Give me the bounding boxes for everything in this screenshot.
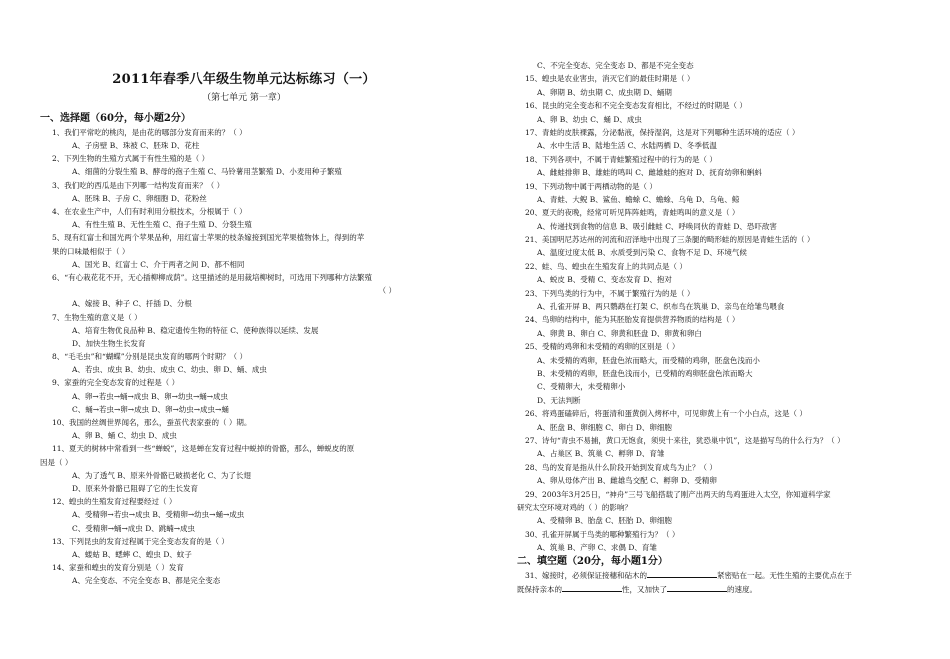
question-text: 18、下列各项中，不属于青蛙繁殖过程中的行为的是（ ） bbox=[525, 154, 717, 164]
question-text: 7、生物生殖的意义是（ ） bbox=[52, 312, 142, 322]
right-question-list bbox=[517, 59, 927, 554]
answer-options: A、蜕皮 B、受精 C、变态发育 D、抱对 bbox=[537, 275, 672, 285]
question-text: 果的口味最相似于（ ） bbox=[52, 246, 130, 256]
question-text: 11、夏天的树林中常看到一些“蝉蜕”，这是蝉在发育过程中蜕掉的骨骼，那么，蝉蜕皮的原 bbox=[52, 444, 355, 454]
answer-options: B、未受精的鸡卵，胚盘色浅而小，已受精的鸡卵胚盘色浓而略大 bbox=[537, 368, 753, 378]
answer-options: A、为了透气 B、原来外骨骼已破损老化 C、为了长翅 bbox=[72, 470, 251, 480]
left-question-list bbox=[40, 126, 448, 588]
answer-options: A、卵 B、蛹 C、幼虫 D、成虫 bbox=[72, 431, 177, 441]
question-text: 15、蝗虫是农业害虫，消灭它们的最佳时期是（ ） bbox=[525, 74, 695, 84]
question-text: 25、受精的鸡卵和未受精的鸡卵的区别是（ ） bbox=[525, 342, 680, 352]
question-text: 10、我国的丝绸世界闻名，那么，蚕茧代表家蚕的（ ）期。 bbox=[52, 418, 252, 428]
answer-options: D、原来外骨骼已阻碍了它的生长发育 bbox=[72, 483, 199, 493]
answer-options: A、胚盘 B、卵细胞 C、卵白 D、卵细胞 bbox=[537, 422, 672, 432]
question-text: 14、家蚕和蝗虫的发育分别是（ ）发育 bbox=[52, 563, 184, 573]
answer-options: A、温度过度太低 B、水质受到污染 C、食物不足 D、环境气候 bbox=[537, 248, 747, 258]
answer-options: A、卵期 B、幼虫期 C、成虫期 D、蛹期 bbox=[537, 87, 672, 97]
answer-options: A、受精卵→若虫→成虫 B、受精卵→幼虫→蛹→成虫 bbox=[72, 510, 245, 520]
q31-text-e: 的速度。 bbox=[727, 584, 757, 594]
question-text: 1、我们平常吃的桃肉，是由花的哪部分发育而来的？（ ） bbox=[52, 127, 247, 137]
answer-options: A、培育生物优良品种 B、稳定遗传生物的特征 C、使种族得以延续、发展 bbox=[72, 325, 319, 335]
question-text: 19、下列动物中属于两栖动物的是（ ） bbox=[525, 181, 657, 191]
question-text: 28、鸟的发育是指从什么阶段开始到发育成鸟为止？（ ） bbox=[525, 462, 717, 472]
question-text: 2、下列生物的生殖方式属于有性生殖的是（ ） bbox=[52, 154, 210, 164]
question-text: 13、下列昆虫的发育过程属于完全变态发育的是（ ） bbox=[52, 536, 229, 546]
question-text: 22、蛙、鸟、蝗虫在生殖发育上的共同点是（ ） bbox=[525, 261, 687, 271]
question-text: 24、鸟卵的结构中，能为其胚胎发育提供营养物质的结构是（ ） bbox=[525, 315, 740, 325]
answer-options: C、受精卵大，未受精卵小 bbox=[537, 382, 626, 392]
question-text: 26、将鸡蛋磕碎后，将蛋清和蛋黄倒入烤杯中，可见卵黄上有一个小白点，这是（ ） bbox=[525, 409, 807, 419]
answer-options: A、未受精的鸡卵，胚盘色浓而略大，而受精的鸡卵，胚盘色浅而小 bbox=[537, 355, 760, 365]
q31-text-a: 31、嫁接时，必须保证接穗和砧木的 bbox=[525, 571, 648, 581]
answer-options: A、水中生活 B、陆地生活 C、水陆两栖 D、冬季低温 bbox=[537, 141, 717, 151]
answer-options: A、占巢区 B、筑巢 C、孵卵 D、育雏 bbox=[537, 449, 665, 459]
answer-options: A、卵从母体产出 B、雌雄鸟交配 C、孵卵 D、受精卵 bbox=[537, 476, 717, 486]
question-text: （ ） bbox=[378, 286, 396, 296]
answer-blank[interactable] bbox=[667, 583, 727, 592]
question-text: 研究太空环境对鸡的（ ）的影响？ bbox=[517, 502, 632, 512]
answer-options: A、蝼蛄 B、蟋蟀 C、蝗虫 D、蚊子 bbox=[72, 549, 192, 559]
answer-options: A、若虫、成虫 B、幼虫、成虫 C、幼虫、卵 D、蛹、成虫 bbox=[72, 365, 267, 375]
page-subtitle: （第七单元 第一章） bbox=[202, 93, 286, 103]
answer-blank[interactable] bbox=[562, 583, 622, 592]
fill-question-31-line2 bbox=[517, 583, 927, 596]
section-heading-choice: 一、选择题（60分，每小题2分） bbox=[40, 113, 191, 124]
answer-options: A、胚珠 B、子房 C、卵细胞 D、花粉丝 bbox=[72, 193, 207, 203]
answer-blank[interactable] bbox=[647, 569, 717, 578]
question-text: 21、美国明尼苏达州的河流和沼泽地中出现了三条腿的畸形蛙的原因是青蛙生活的（ ） bbox=[525, 235, 815, 245]
answer-options: A、卵 B、幼虫 C、蛹 D、成虫 bbox=[537, 114, 642, 124]
answer-options: A、传递找到食物的信息 B、吸引雌蛙 C、呼唤同伙的青蛙 D、恐吓敌害 bbox=[537, 221, 777, 231]
question-text: 8、“毛毛虫”和“蝴蝶”分别是昆虫发育的哪两个时期？（ ） bbox=[52, 352, 247, 362]
answer-options: A、青蛙、大鲵 B、鲨鱼、蟾蜍 C、蟾蜍、乌龟 D、乌龟、鲸 bbox=[537, 194, 740, 204]
question-text: 29、2003年3月25日，“神舟”三号飞船搭载了刚产出两天的鸟鸡蛋进入太空，你知道科学家 bbox=[525, 489, 831, 499]
answer-options: C、受精卵→蛹→成虫 D、跳蝻→成虫 bbox=[72, 523, 195, 533]
question-text: 4、在农业生产中，人们有时利用分根技术，分根属于（ ） bbox=[52, 207, 247, 217]
answer-options: C、蛹→若虫→卵→成虫 D、卵→幼虫→成虫→蛹 bbox=[72, 404, 229, 414]
answer-options: A、有性生殖 B、无性生殖 C、孢子生殖 D、分裂生殖 bbox=[72, 220, 252, 230]
question-text: 3、我们吃的西瓜是由下列哪一结构发育而来？（ ） bbox=[52, 180, 225, 190]
answer-options: C、不完全变态、完全变态 D、都是不完全变态 bbox=[537, 61, 694, 70]
question-text: 5、现有红富士和国光两个苹果品种，用红富士苹果的枝条嫁接到国光苹果植物体上，得到的苹 bbox=[52, 233, 365, 243]
answer-options: A、卵→若虫→蛹→成虫 B、卵→幼虫→蛹→成虫 bbox=[72, 391, 229, 401]
q31-text-c: 既保持亲本的 bbox=[517, 584, 562, 594]
question-text: 因是（ ） bbox=[40, 457, 73, 467]
answer-options: D、无法判断 bbox=[537, 395, 581, 405]
page-title: 2011年春季八年级生物单元达标练习（一） bbox=[112, 72, 376, 87]
question-text: 6、“有心栽花花不开，无心插柳柳成荫”。这里描述的是用裁培柳树时，可选用下列哪种方法繁殖 bbox=[52, 272, 372, 282]
question-text: 27、诗句“青虫不易捕，黄口无饱食，须臾十来往，犹恐巢中饥”，这是描写鸟的什么行为？（ ） bbox=[525, 435, 845, 445]
answer-options: A、孔雀开屏 B、两只鹦鹉在打架 C、织布鸟在筑巢 D、亲鸟在给雏鸟喂食 bbox=[537, 302, 785, 312]
question-text: 16、昆虫的完全变态和不完全变态发育相比，不经过的时期是（ ） bbox=[525, 101, 747, 111]
answer-options: A、卵黄 B、卵白 C、卵黄和胚盘 D、卵黄和卵白 bbox=[537, 328, 702, 338]
q31-text-b: 紧密贴在一起。无性生殖的主要优点在于 bbox=[717, 571, 853, 581]
answer-options: A、国光 B、红富士 C、介于两者之间 D、都不相同 bbox=[72, 259, 245, 269]
left-body bbox=[40, 112, 448, 587]
answer-options: A、子房壁 B、珠被 C、胚珠 D、花柱 bbox=[72, 141, 200, 151]
question-text: 9、家蚕的完全变态发育的过程是（ ） bbox=[52, 378, 180, 388]
q31-text-d: 性，又加快了 bbox=[622, 584, 667, 594]
question-text: 23、下列鸟类的行为中，不属于繁殖行为的是（ ） bbox=[525, 288, 695, 298]
question-text: 12、蝗虫的生殖发育过程要经过（ ） bbox=[52, 497, 177, 507]
fill-question-31-line1 bbox=[517, 569, 927, 582]
answer-options: A、雌蛙排卵 B、雄蛙的鸣叫 C、雌雄蛙的抱对 D、抚育幼卵和蝌蚪 bbox=[537, 168, 762, 178]
answer-options: A、完全变态、不完全变态 B、都是完全变态 bbox=[72, 576, 221, 586]
answer-options: D、加快生物生长发育 bbox=[72, 338, 146, 348]
answer-options: A、细菌的分裂生殖 B、酵母的孢子生殖 C、马铃薯用茎繁殖 D、小麦用种子繁殖 bbox=[72, 167, 342, 177]
answer-options: A、嫁接 B、种子 C、扦插 D、分根 bbox=[72, 299, 192, 309]
answer-options: A、筑巢 B、产卵 C、求偶 D、育雏 bbox=[537, 543, 657, 553]
question-text: 17、青蛙的皮肤裸露，分泌黏液，保持湿润，这是对下列哪种生活环境的适应（ ） bbox=[525, 127, 800, 137]
question-text: 20、夏天的夜晚，经常可听见阵阵蛙鸣，青蛙鸣叫的意义是（ ） bbox=[525, 208, 740, 218]
answer-options: A、受精卵 B、胎盘 C、胚胎 D、卵细胞 bbox=[537, 516, 672, 526]
question-text: 30、孔雀开屏属于鸟类的哪种繁殖行为？（ ） bbox=[525, 529, 680, 539]
right-body bbox=[517, 59, 927, 596]
section-heading-fill: 二、填空题（20分，每小题1分） bbox=[517, 556, 668, 568]
